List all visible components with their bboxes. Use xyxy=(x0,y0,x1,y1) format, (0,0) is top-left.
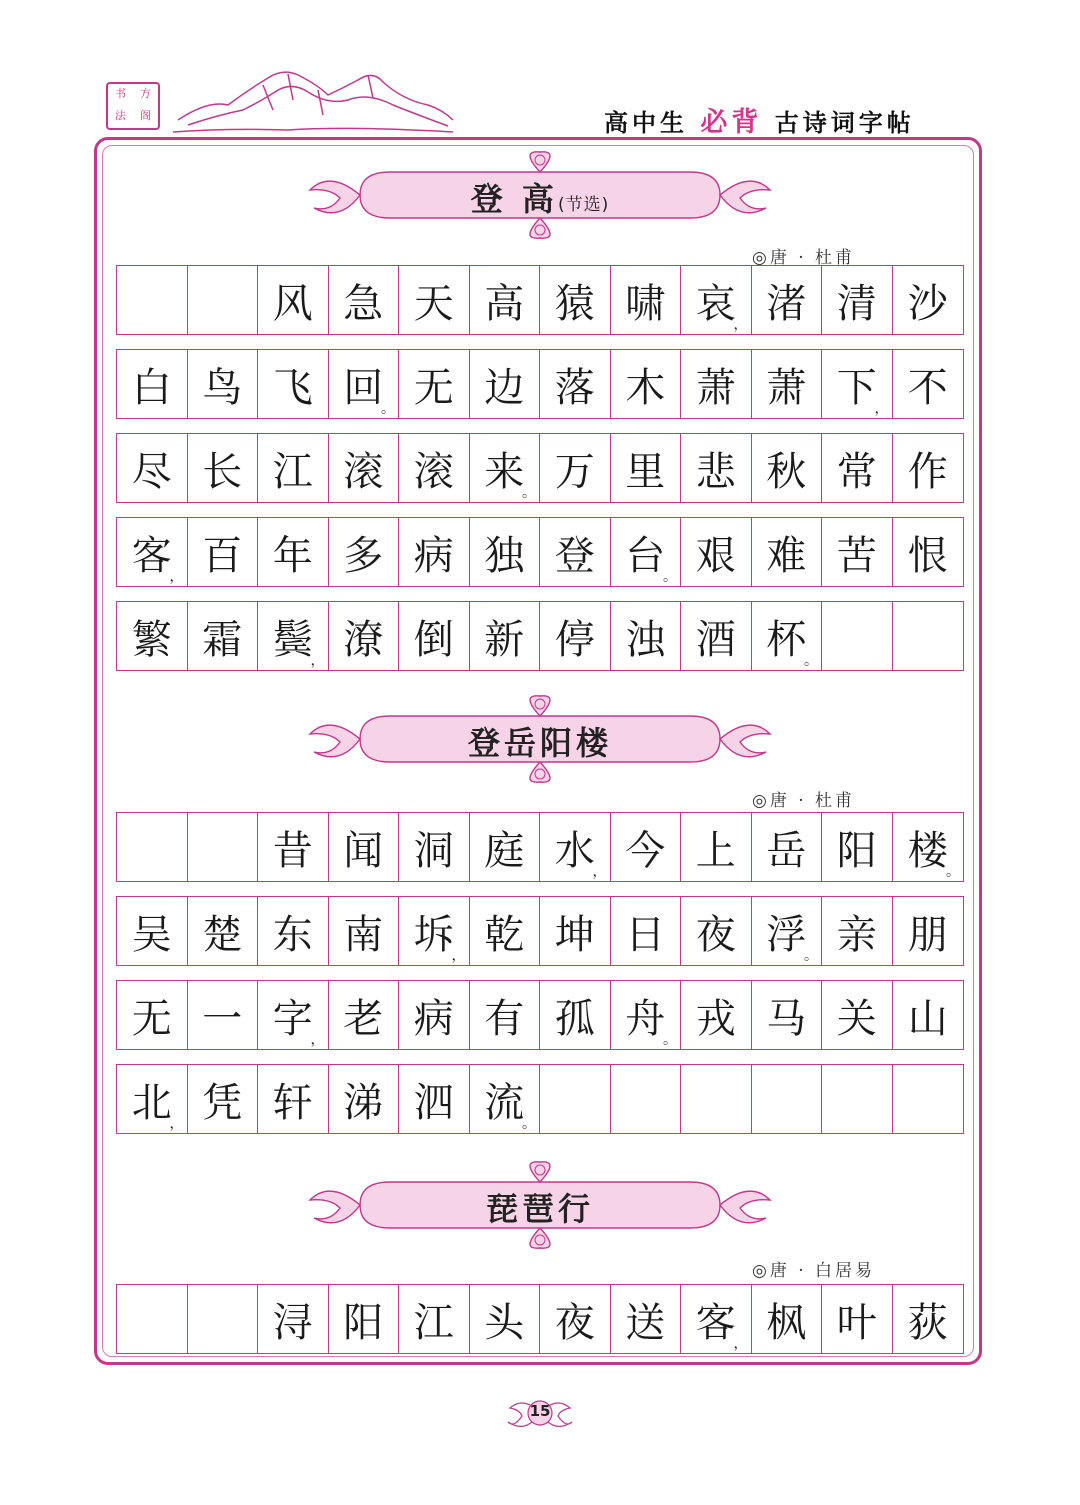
grid-cell xyxy=(893,981,964,1049)
grid-cell xyxy=(470,981,541,1049)
cell-character: 白 xyxy=(131,364,172,411)
cell-character: 客 xyxy=(131,532,172,579)
cell-character: 杯 xyxy=(766,616,807,663)
grid-cell xyxy=(117,434,188,502)
logo-char: 法 xyxy=(115,109,126,122)
grid-cell xyxy=(329,350,400,418)
grid-row xyxy=(116,812,964,882)
grid-cell xyxy=(893,813,964,881)
cell-character: 酒 xyxy=(695,616,736,663)
grid-cell xyxy=(470,434,541,502)
cell-character: 飞 xyxy=(272,364,313,411)
cell-character: 边 xyxy=(484,364,525,411)
cell-character: 停 xyxy=(554,616,595,663)
cell-character: 浊 xyxy=(625,616,666,663)
grid-cell xyxy=(540,602,611,670)
cell-character: 渚 xyxy=(766,280,807,327)
cell-character: 啸 xyxy=(625,280,666,327)
grid-cell xyxy=(822,434,893,502)
cell-character: 病 xyxy=(413,532,454,579)
grid-cell xyxy=(822,602,893,670)
cell-punctuation: ， xyxy=(451,948,466,964)
cell-character: 轩 xyxy=(272,1079,313,1126)
grid-cell xyxy=(752,897,823,965)
cell-character: 南 xyxy=(343,911,384,958)
cell-character: 不 xyxy=(907,364,948,411)
poem-author: ◎唐 · 杜甫 xyxy=(752,248,856,268)
grid-cell xyxy=(188,1285,259,1353)
grid-row xyxy=(116,517,964,587)
grid-cell xyxy=(611,602,682,670)
poem-author: ◎唐 · 白居易 xyxy=(752,1261,876,1281)
grid-cell xyxy=(258,518,329,586)
cell-character: 难 xyxy=(766,532,807,579)
cell-character: 登 xyxy=(554,532,595,579)
grid-cell xyxy=(258,350,329,418)
grid-cell xyxy=(540,266,611,334)
grid-row xyxy=(116,601,964,671)
logo-char: 书 xyxy=(115,87,126,100)
cell-character: 萧 xyxy=(695,364,736,411)
publisher-logo xyxy=(106,82,160,130)
grid-cell xyxy=(258,434,329,502)
cell-character: 高 xyxy=(484,280,525,327)
cell-character: 天 xyxy=(413,280,454,327)
cell-character: 一 xyxy=(202,995,243,1042)
grid-cell xyxy=(470,350,541,418)
grid-cell xyxy=(611,266,682,334)
poem-title-banner xyxy=(300,694,780,784)
grid-cell xyxy=(893,518,964,586)
grid-cell xyxy=(399,813,470,881)
grid-cell xyxy=(188,518,259,586)
grid-cell xyxy=(752,350,823,418)
grid-cell xyxy=(117,266,188,334)
cell-character: 新 xyxy=(484,616,525,663)
grid-cell xyxy=(470,897,541,965)
cell-punctuation: 。 xyxy=(804,653,818,669)
cell-character: 夜 xyxy=(554,1299,595,1346)
cell-character: 夜 xyxy=(695,911,736,958)
cell-character: 亲 xyxy=(836,911,877,958)
grid-cell xyxy=(470,813,541,881)
cell-character: 洞 xyxy=(413,827,454,874)
grid-cell xyxy=(399,518,470,586)
cell-character: 倒 xyxy=(413,616,454,663)
cell-character: 沙 xyxy=(907,280,948,327)
cell-character: 庭 xyxy=(484,827,525,874)
poem-title-text: 登岳阳楼 xyxy=(467,724,612,762)
book-title-post: 古诗词字帖 xyxy=(774,109,915,137)
book-title-accent: 必背 xyxy=(700,107,763,138)
cell-character: 日 xyxy=(625,911,666,958)
cell-character: 吴 xyxy=(131,911,172,958)
grid-cell xyxy=(540,518,611,586)
grid-cell xyxy=(752,1065,823,1133)
poem-subtitle: (节选) xyxy=(557,195,610,215)
cell-character: 涕 xyxy=(343,1079,384,1126)
cell-character: 荻 xyxy=(907,1299,948,1346)
cell-punctuation: 。 xyxy=(381,401,395,417)
grid-cell xyxy=(258,897,329,965)
cell-character: 常 xyxy=(836,448,877,495)
cell-character: 无 xyxy=(413,364,454,411)
grid-cell xyxy=(540,1065,611,1133)
grid-cell xyxy=(752,518,823,586)
cell-character: 滚 xyxy=(413,448,454,495)
cell-character: 有 xyxy=(484,995,525,1042)
grid-cell xyxy=(399,434,470,502)
cell-character: 清 xyxy=(836,280,877,327)
grid-row xyxy=(116,1064,964,1134)
grid-cell xyxy=(399,266,470,334)
grid-row xyxy=(116,896,964,966)
cell-character: 多 xyxy=(343,532,384,579)
cell-character: 里 xyxy=(625,448,666,495)
grid-cell xyxy=(681,981,752,1049)
cell-character: 乾 xyxy=(484,911,525,958)
cell-character: 猿 xyxy=(554,280,595,327)
grid-cell xyxy=(399,602,470,670)
cell-character: 鸟 xyxy=(202,364,243,411)
grid-cell xyxy=(893,602,964,670)
grid-cell xyxy=(329,813,400,881)
copybook-grid xyxy=(116,265,964,671)
cell-character: 回 xyxy=(343,364,384,411)
grid-row xyxy=(116,980,964,1050)
grid-cell xyxy=(611,981,682,1049)
cell-character: 水 xyxy=(554,827,595,874)
cell-character: 恨 xyxy=(907,532,948,579)
grid-cell xyxy=(540,981,611,1049)
grid-cell xyxy=(893,434,964,502)
grid-cell xyxy=(822,266,893,334)
cell-character: 枫 xyxy=(766,1299,807,1346)
cell-character: 台 xyxy=(625,532,666,579)
cell-punctuation: 。 xyxy=(522,485,536,501)
grid-cell xyxy=(117,602,188,670)
grid-cell xyxy=(540,350,611,418)
grid-cell xyxy=(117,518,188,586)
cell-punctuation: ， xyxy=(169,1116,184,1132)
grid-cell xyxy=(681,266,752,334)
grid-cell xyxy=(611,1285,682,1353)
cell-character: 老 xyxy=(343,995,384,1042)
grid-cell xyxy=(822,1065,893,1133)
grid-cell xyxy=(258,1065,329,1133)
grid-cell xyxy=(117,813,188,881)
cell-punctuation: 。 xyxy=(804,948,818,964)
cell-character: 风 xyxy=(272,280,313,327)
cell-character: 病 xyxy=(413,995,454,1042)
cell-character: 阳 xyxy=(343,1299,384,1346)
cell-character: 下 xyxy=(836,364,877,411)
grid-cell xyxy=(117,1285,188,1353)
poem-title-banner xyxy=(300,1160,780,1250)
cell-character: 岳 xyxy=(766,827,807,874)
grid-cell xyxy=(752,1285,823,1353)
grid-cell xyxy=(611,434,682,502)
grid-cell xyxy=(752,434,823,502)
cell-punctuation: ， xyxy=(733,317,748,333)
cell-character: 急 xyxy=(343,280,384,327)
cell-character: 年 xyxy=(272,532,313,579)
grid-cell xyxy=(893,266,964,334)
grid-cell xyxy=(399,350,470,418)
cell-punctuation: ， xyxy=(310,1032,325,1048)
cell-character: 字 xyxy=(272,995,313,1042)
cell-character: 滚 xyxy=(343,448,384,495)
grid-cell xyxy=(822,350,893,418)
cell-character: 北 xyxy=(131,1079,172,1126)
grid-cell xyxy=(893,1065,964,1133)
grid-cell xyxy=(822,897,893,965)
grid-cell xyxy=(399,981,470,1049)
cell-character: 今 xyxy=(625,827,666,874)
cell-character: 送 xyxy=(625,1299,666,1346)
grid-row xyxy=(116,433,964,503)
cell-character: 苦 xyxy=(836,532,877,579)
cell-character: 萧 xyxy=(766,364,807,411)
grid-cell xyxy=(329,602,400,670)
cell-character: 长 xyxy=(202,448,243,495)
grid-cell xyxy=(611,813,682,881)
grid-cell xyxy=(399,897,470,965)
cell-character: 泗 xyxy=(413,1079,454,1126)
cell-character: 坤 xyxy=(554,911,595,958)
grid-cell xyxy=(681,602,752,670)
grid-cell xyxy=(188,434,259,502)
poem-title xyxy=(300,1184,780,1230)
grid-cell xyxy=(188,813,259,881)
cell-character: 艰 xyxy=(695,532,736,579)
grid-cell xyxy=(470,1065,541,1133)
cell-character: 悲 xyxy=(695,448,736,495)
grid-cell xyxy=(188,602,259,670)
cell-character: 鬓 xyxy=(272,616,313,663)
grid-cell xyxy=(822,1285,893,1353)
grid-cell xyxy=(258,602,329,670)
cell-character: 作 xyxy=(907,448,948,495)
cell-character: 无 xyxy=(131,995,172,1042)
poem-title-text: 登 高 xyxy=(470,180,558,218)
copybook-grid xyxy=(116,812,964,1134)
grid-cell xyxy=(611,897,682,965)
book-title-pre: 高中生 xyxy=(604,109,688,137)
logo-char: 阁 xyxy=(140,109,151,122)
cell-character: 朋 xyxy=(907,911,948,958)
cell-character: 孤 xyxy=(554,995,595,1042)
cell-character: 戎 xyxy=(695,995,736,1042)
grid-cell xyxy=(540,897,611,965)
grid-cell xyxy=(822,813,893,881)
grid-cell xyxy=(611,350,682,418)
cell-character: 哀 xyxy=(695,280,736,327)
grid-cell xyxy=(822,518,893,586)
grid-cell xyxy=(822,981,893,1049)
grid-cell xyxy=(329,518,400,586)
grid-cell xyxy=(258,813,329,881)
cell-character: 关 xyxy=(836,995,877,1042)
grid-cell xyxy=(188,266,259,334)
grid-cell xyxy=(540,813,611,881)
copybook-grid xyxy=(116,1284,964,1354)
cell-character: 凭 xyxy=(202,1079,243,1126)
mountain-decoration xyxy=(168,60,458,140)
grid-cell xyxy=(470,266,541,334)
cell-character: 昔 xyxy=(272,827,313,874)
grid-cell xyxy=(752,602,823,670)
cell-character: 百 xyxy=(202,532,243,579)
grid-cell xyxy=(893,350,964,418)
grid-cell xyxy=(681,1285,752,1353)
grid-cell xyxy=(752,266,823,334)
cell-character: 舟 xyxy=(625,995,666,1042)
grid-cell xyxy=(329,981,400,1049)
grid-row xyxy=(116,265,964,335)
grid-cell xyxy=(188,897,259,965)
cell-punctuation: ， xyxy=(592,864,607,880)
logo-char: 方 xyxy=(140,87,151,100)
poem-title xyxy=(300,174,780,220)
grid-cell xyxy=(188,350,259,418)
cell-character: 楼 xyxy=(907,827,948,874)
grid-cell xyxy=(681,434,752,502)
grid-cell xyxy=(117,897,188,965)
cell-character: 秋 xyxy=(766,448,807,495)
cell-character: 马 xyxy=(766,995,807,1042)
cell-character: 坼 xyxy=(413,911,454,958)
grid-cell xyxy=(399,1285,470,1353)
cell-character: 江 xyxy=(272,448,313,495)
cell-character: 阳 xyxy=(836,827,877,874)
cell-character: 霜 xyxy=(202,616,243,663)
poem-author: ◎唐 · 杜甫 xyxy=(752,791,856,811)
cell-punctuation: 。 xyxy=(522,1116,536,1132)
grid-cell xyxy=(681,350,752,418)
grid-row xyxy=(116,349,964,419)
grid-cell xyxy=(329,897,400,965)
cell-character: 上 xyxy=(695,827,736,874)
grid-cell xyxy=(329,1285,400,1353)
cell-punctuation: ， xyxy=(310,653,325,669)
grid-cell xyxy=(681,813,752,881)
grid-cell xyxy=(329,1065,400,1133)
cell-character: 江 xyxy=(413,1299,454,1346)
page-number-ornament xyxy=(504,1388,576,1438)
grid-cell xyxy=(611,1065,682,1133)
cell-punctuation: ， xyxy=(733,1336,748,1352)
cell-character: 繁 xyxy=(131,616,172,663)
cell-character: 客 xyxy=(695,1299,736,1346)
cell-punctuation: 。 xyxy=(663,569,677,585)
grid-cell xyxy=(117,1065,188,1133)
grid-row xyxy=(116,1284,964,1354)
grid-cell xyxy=(188,981,259,1049)
grid-cell xyxy=(752,813,823,881)
grid-cell xyxy=(329,434,400,502)
cell-punctuation: 。 xyxy=(663,1032,677,1048)
grid-cell xyxy=(188,1065,259,1133)
grid-cell xyxy=(611,518,682,586)
poem-title xyxy=(300,718,780,764)
grid-cell xyxy=(470,518,541,586)
cell-character: 山 xyxy=(907,995,948,1042)
cell-character: 来 xyxy=(484,448,525,495)
cell-character: 木 xyxy=(625,364,666,411)
grid-cell xyxy=(470,602,541,670)
cell-character: 闻 xyxy=(343,827,384,874)
grid-cell xyxy=(258,266,329,334)
grid-cell xyxy=(893,897,964,965)
cell-punctuation: ， xyxy=(874,401,889,417)
cell-character: 浔 xyxy=(272,1299,313,1346)
cell-character: 楚 xyxy=(202,911,243,958)
page-number: 15 xyxy=(529,1402,551,1420)
book-title xyxy=(604,100,915,139)
grid-cell xyxy=(117,350,188,418)
grid-cell xyxy=(752,981,823,1049)
grid-cell xyxy=(117,981,188,1049)
cell-character: 东 xyxy=(272,911,313,958)
grid-cell xyxy=(399,1065,470,1133)
cell-punctuation: ， xyxy=(169,569,184,585)
grid-cell xyxy=(258,981,329,1049)
grid-cell xyxy=(258,1285,329,1353)
grid-cell xyxy=(470,1285,541,1353)
grid-cell xyxy=(329,266,400,334)
grid-cell xyxy=(681,897,752,965)
cell-character: 独 xyxy=(484,532,525,579)
cell-character: 万 xyxy=(554,448,595,495)
cell-character: 潦 xyxy=(343,616,384,663)
cell-character: 尽 xyxy=(131,448,172,495)
cell-punctuation: 。 xyxy=(946,864,960,880)
cell-character: 落 xyxy=(554,364,595,411)
cell-character: 流 xyxy=(484,1079,525,1126)
grid-cell xyxy=(681,518,752,586)
poem-title-text: 琵琶行 xyxy=(485,1190,594,1228)
cell-character: 叶 xyxy=(836,1299,877,1346)
poem-title-banner xyxy=(300,150,780,240)
grid-cell xyxy=(681,1065,752,1133)
grid-cell xyxy=(893,1285,964,1353)
grid-cell xyxy=(540,1285,611,1353)
cell-character: 头 xyxy=(484,1299,525,1346)
grid-cell xyxy=(540,434,611,502)
cell-character: 浮 xyxy=(766,911,807,958)
